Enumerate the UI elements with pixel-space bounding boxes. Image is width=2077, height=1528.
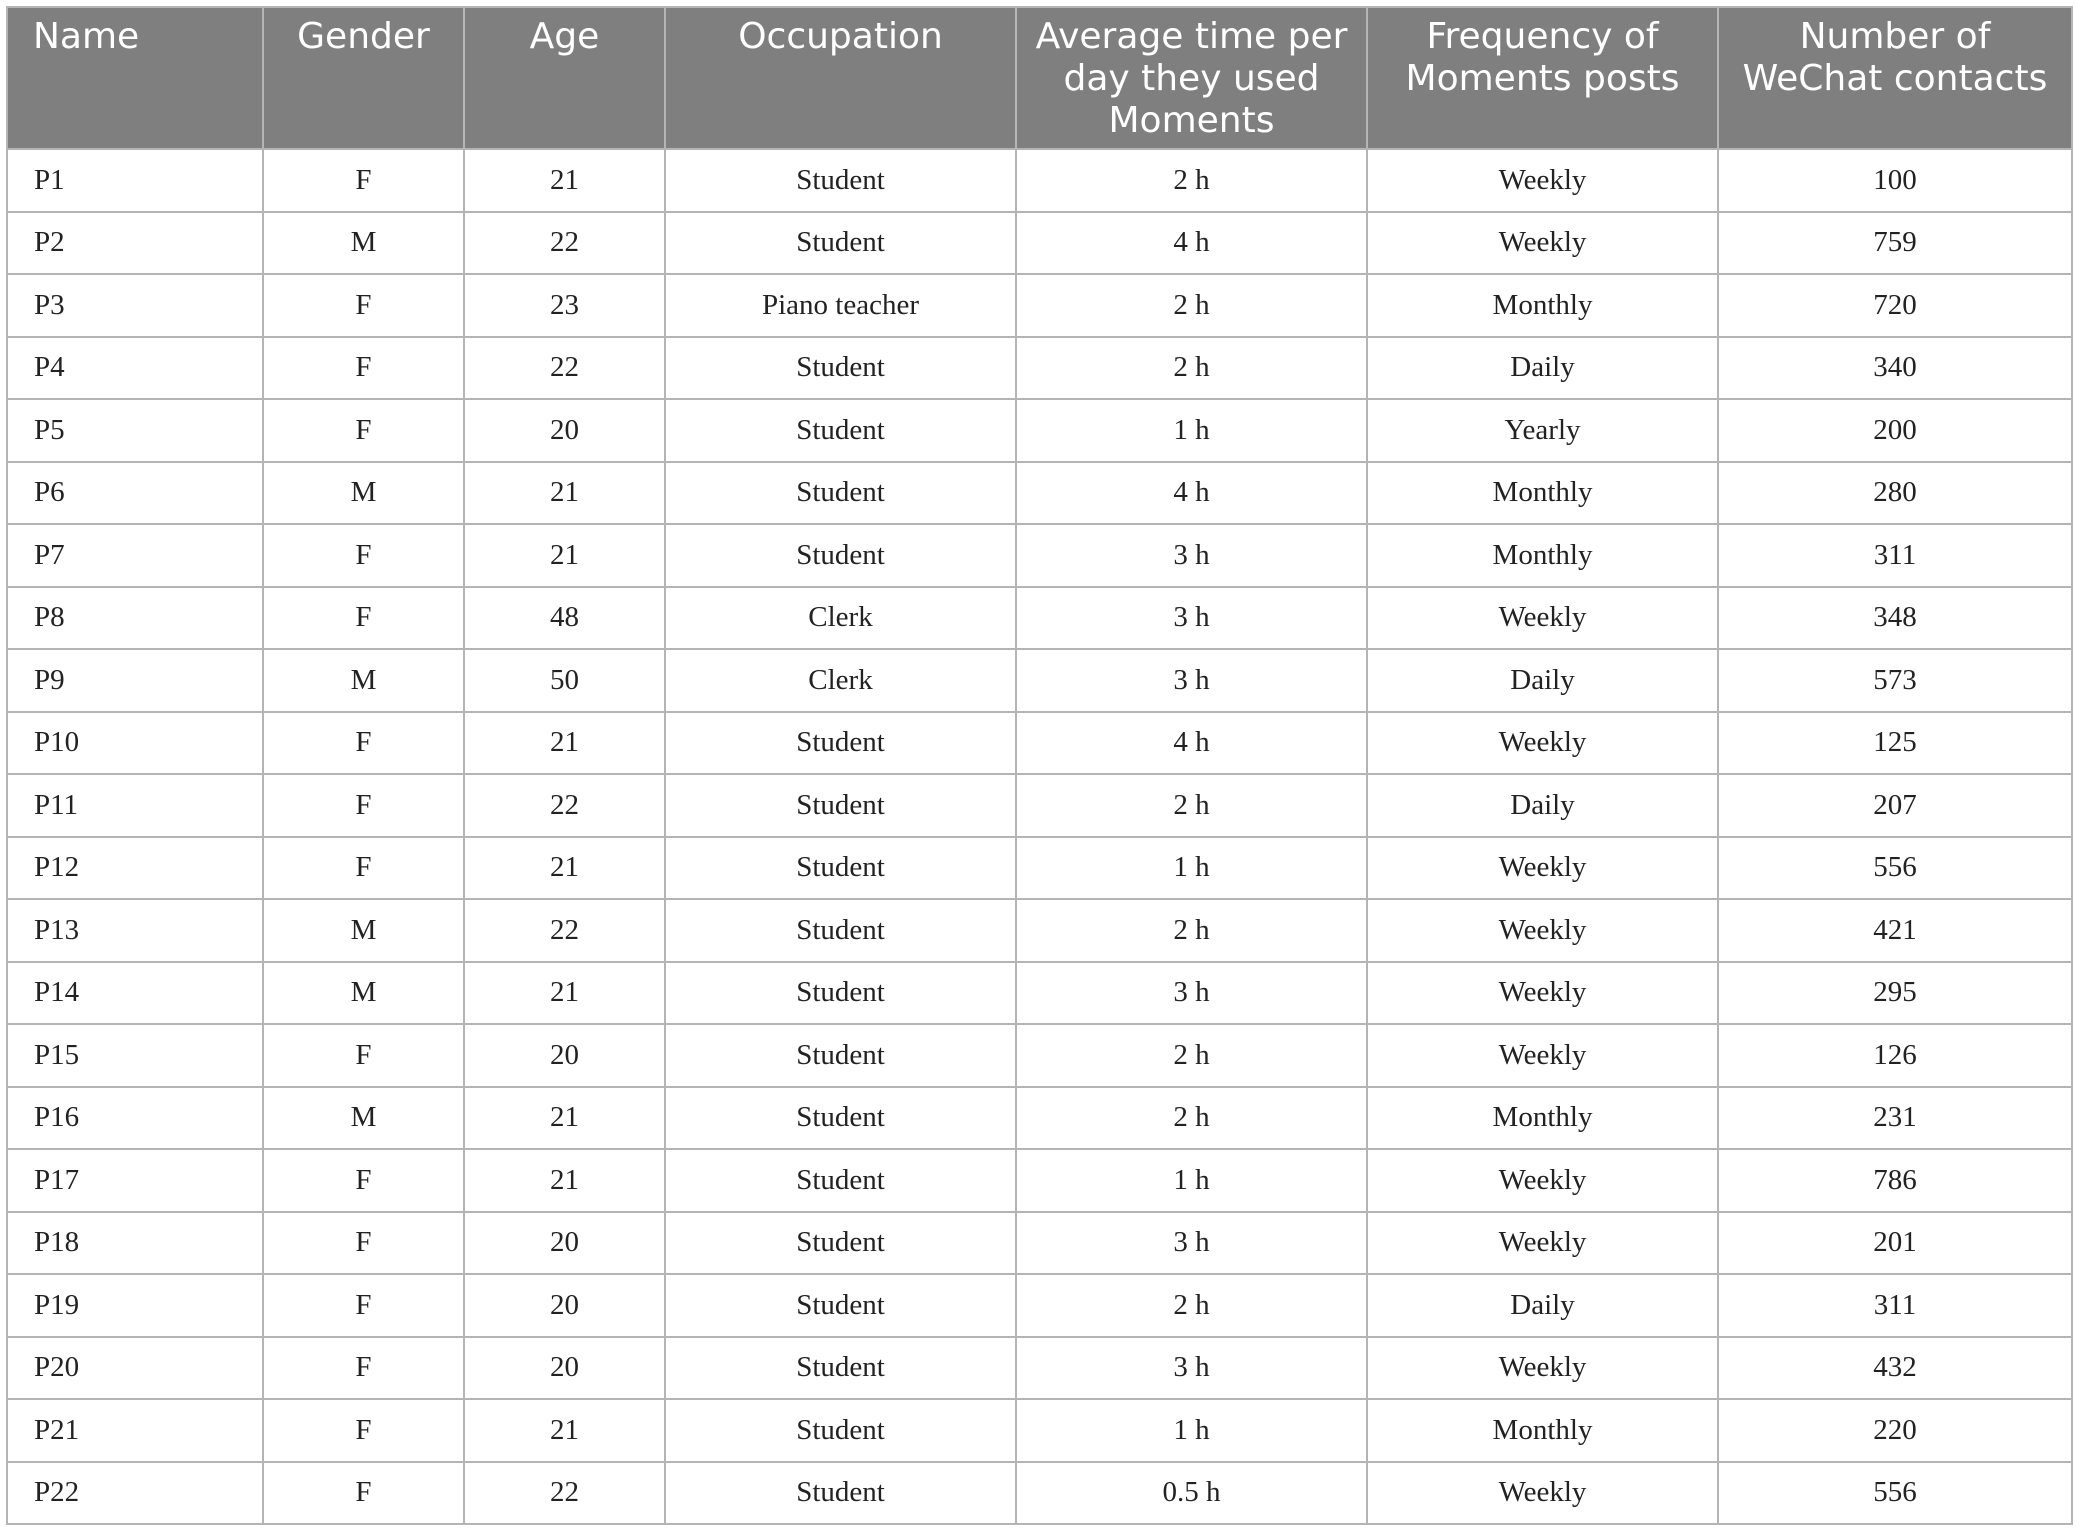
cell-average-time: 1 h — [1016, 837, 1367, 900]
table-row — [7, 649, 2072, 712]
cell-contacts: 231 — [1718, 1087, 2072, 1150]
cell-post-frequency: Monthly — [1367, 462, 1718, 525]
cell-gender: F — [263, 1274, 464, 1337]
cell-average-time: 2 h — [1016, 899, 1367, 962]
table-row — [7, 399, 2072, 462]
cell-post-frequency: Daily — [1367, 1274, 1718, 1337]
cell-name: P11 — [7, 774, 263, 837]
cell-contacts: 573 — [1718, 649, 2072, 712]
cell-contacts: 295 — [1718, 962, 2072, 1025]
cell-age: 20 — [464, 1274, 665, 1337]
cell-average-time: 2 h — [1016, 1087, 1367, 1150]
cell-age: 48 — [464, 587, 665, 650]
cell-name: P5 — [7, 399, 263, 462]
cell-gender: F — [263, 774, 464, 837]
cell-gender: M — [263, 649, 464, 712]
cell-name: P9 — [7, 649, 263, 712]
cell-contacts: 125 — [1718, 712, 2072, 775]
table-row — [7, 837, 2072, 900]
cell-gender: F — [263, 337, 464, 400]
cell-gender: M — [263, 899, 464, 962]
cell-name: P15 — [7, 1024, 263, 1087]
cell-gender: M — [263, 1087, 464, 1150]
header-gender: Gender — [263, 7, 464, 149]
cell-post-frequency: Weekly — [1367, 712, 1718, 775]
cell-average-time: 2 h — [1016, 274, 1367, 337]
cell-gender: M — [263, 212, 464, 275]
cell-contacts: 432 — [1718, 1337, 2072, 1400]
cell-age: 21 — [464, 837, 665, 900]
header-contacts: Number of WeChat contacts — [1718, 7, 2072, 149]
cell-occupation: Student — [665, 1462, 1016, 1525]
cell-occupation: Student — [665, 399, 1016, 462]
cell-post-frequency: Weekly — [1367, 212, 1718, 275]
cell-gender: F — [263, 1212, 464, 1275]
cell-name: P4 — [7, 337, 263, 400]
cell-contacts: 311 — [1718, 1274, 2072, 1337]
cell-gender: F — [263, 1462, 464, 1525]
cell-age: 21 — [464, 524, 665, 587]
cell-post-frequency: Weekly — [1367, 962, 1718, 1025]
cell-contacts: 421 — [1718, 899, 2072, 962]
cell-average-time: 3 h — [1016, 524, 1367, 587]
table-row — [7, 899, 2072, 962]
cell-name: P17 — [7, 1149, 263, 1212]
cell-contacts: 340 — [1718, 337, 2072, 400]
header-post-frequency: Frequency of Moments posts — [1367, 7, 1718, 149]
cell-average-time: 3 h — [1016, 1337, 1367, 1400]
cell-name: P21 — [7, 1399, 263, 1462]
cell-average-time: 0.5 h — [1016, 1462, 1367, 1525]
cell-age: 22 — [464, 899, 665, 962]
cell-name: P10 — [7, 712, 263, 775]
cell-age: 21 — [464, 962, 665, 1025]
table-row — [7, 1149, 2072, 1212]
cell-post-frequency: Weekly — [1367, 1149, 1718, 1212]
cell-post-frequency: Weekly — [1367, 149, 1718, 212]
cell-occupation: Student — [665, 1212, 1016, 1275]
cell-gender: F — [263, 712, 464, 775]
cell-contacts: 220 — [1718, 1399, 2072, 1462]
cell-post-frequency: Daily — [1367, 649, 1718, 712]
cell-name: P14 — [7, 962, 263, 1025]
cell-gender: F — [263, 399, 464, 462]
table-row — [7, 1212, 2072, 1275]
table-row — [7, 1337, 2072, 1400]
cell-occupation: Student — [665, 1337, 1016, 1400]
cell-age: 21 — [464, 1149, 665, 1212]
cell-post-frequency: Monthly — [1367, 524, 1718, 587]
cell-occupation: Student — [665, 712, 1016, 775]
cell-occupation: Student — [665, 774, 1016, 837]
cell-age: 23 — [464, 274, 665, 337]
cell-age: 22 — [464, 1462, 665, 1525]
table-row — [7, 462, 2072, 525]
cell-occupation: Student — [665, 1274, 1016, 1337]
cell-age: 21 — [464, 1087, 665, 1150]
header-age: Age — [464, 7, 665, 149]
table-row — [7, 774, 2072, 837]
cell-name: P3 — [7, 274, 263, 337]
cell-post-frequency: Weekly — [1367, 1337, 1718, 1400]
cell-occupation: Student — [665, 899, 1016, 962]
cell-age: 22 — [464, 337, 665, 400]
cell-name: P7 — [7, 524, 263, 587]
cell-average-time: 2 h — [1016, 774, 1367, 837]
cell-gender: F — [263, 1024, 464, 1087]
table-row — [7, 1274, 2072, 1337]
cell-name: P12 — [7, 837, 263, 900]
cell-average-time: 1 h — [1016, 399, 1367, 462]
cell-contacts: 348 — [1718, 587, 2072, 650]
cell-gender: F — [263, 1337, 464, 1400]
cell-average-time: 2 h — [1016, 1024, 1367, 1087]
cell-occupation: Student — [665, 212, 1016, 275]
participants-table-container — [6, 6, 2071, 1525]
cell-contacts: 201 — [1718, 1212, 2072, 1275]
cell-age: 20 — [464, 399, 665, 462]
cell-contacts: 280 — [1718, 462, 2072, 525]
cell-name: P13 — [7, 899, 263, 962]
cell-occupation: Student — [665, 1149, 1016, 1212]
cell-average-time: 3 h — [1016, 1212, 1367, 1275]
participants-table — [6, 6, 2073, 1525]
cell-occupation: Student — [665, 837, 1016, 900]
cell-name: P22 — [7, 1462, 263, 1525]
header-row — [7, 7, 2072, 149]
table-row — [7, 1399, 2072, 1462]
cell-gender: M — [263, 462, 464, 525]
cell-occupation: Student — [665, 524, 1016, 587]
cell-name: P18 — [7, 1212, 263, 1275]
cell-name: P1 — [7, 149, 263, 212]
cell-occupation: Student — [665, 462, 1016, 525]
cell-name: P6 — [7, 462, 263, 525]
cell-post-frequency: Weekly — [1367, 837, 1718, 900]
cell-name: P20 — [7, 1337, 263, 1400]
cell-average-time: 1 h — [1016, 1399, 1367, 1462]
cell-name: P16 — [7, 1087, 263, 1150]
table-row — [7, 1087, 2072, 1150]
cell-contacts: 759 — [1718, 212, 2072, 275]
cell-contacts: 126 — [1718, 1024, 2072, 1087]
cell-post-frequency: Daily — [1367, 337, 1718, 400]
cell-contacts: 311 — [1718, 524, 2072, 587]
cell-occupation: Student — [665, 1024, 1016, 1087]
cell-gender: F — [263, 837, 464, 900]
table-row — [7, 149, 2072, 212]
cell-occupation: Clerk — [665, 649, 1016, 712]
cell-occupation: Student — [665, 962, 1016, 1025]
cell-post-frequency: Daily — [1367, 774, 1718, 837]
cell-post-frequency: Weekly — [1367, 587, 1718, 650]
cell-average-time: 3 h — [1016, 649, 1367, 712]
cell-contacts: 207 — [1718, 774, 2072, 837]
cell-post-frequency: Monthly — [1367, 1399, 1718, 1462]
cell-name: P8 — [7, 587, 263, 650]
cell-age: 21 — [464, 712, 665, 775]
cell-contacts: 100 — [1718, 149, 2072, 212]
cell-occupation: Clerk — [665, 587, 1016, 650]
cell-contacts: 786 — [1718, 1149, 2072, 1212]
cell-age: 21 — [464, 462, 665, 525]
cell-post-frequency: Monthly — [1367, 1087, 1718, 1150]
cell-occupation: Student — [665, 149, 1016, 212]
cell-age: 22 — [464, 774, 665, 837]
table-row — [7, 337, 2072, 400]
table-row — [7, 274, 2072, 337]
cell-post-frequency: Weekly — [1367, 1024, 1718, 1087]
cell-contacts: 556 — [1718, 1462, 2072, 1525]
cell-average-time: 3 h — [1016, 587, 1367, 650]
header-name: Name — [7, 7, 263, 149]
table-header — [7, 7, 2072, 149]
cell-occupation: Piano teacher — [665, 274, 1016, 337]
table-row — [7, 587, 2072, 650]
cell-average-time: 2 h — [1016, 1274, 1367, 1337]
cell-gender: F — [263, 274, 464, 337]
cell-gender: F — [263, 587, 464, 650]
cell-average-time: 4 h — [1016, 712, 1367, 775]
table-row — [7, 712, 2072, 775]
cell-occupation: Student — [665, 337, 1016, 400]
table-row — [7, 212, 2072, 275]
cell-gender: F — [263, 149, 464, 212]
cell-gender: F — [263, 524, 464, 587]
cell-average-time: 3 h — [1016, 962, 1367, 1025]
cell-name: P19 — [7, 1274, 263, 1337]
cell-post-frequency: Weekly — [1367, 899, 1718, 962]
cell-average-time: 4 h — [1016, 212, 1367, 275]
cell-post-frequency: Weekly — [1367, 1212, 1718, 1275]
cell-average-time: 4 h — [1016, 462, 1367, 525]
cell-gender: F — [263, 1149, 464, 1212]
cell-age: 20 — [464, 1337, 665, 1400]
cell-age: 21 — [464, 149, 665, 212]
cell-occupation: Student — [665, 1087, 1016, 1150]
cell-age: 21 — [464, 1399, 665, 1462]
cell-post-frequency: Monthly — [1367, 274, 1718, 337]
cell-contacts: 200 — [1718, 399, 2072, 462]
table-row — [7, 962, 2072, 1025]
table-row — [7, 1462, 2072, 1525]
cell-name: P2 — [7, 212, 263, 275]
cell-post-frequency: Weekly — [1367, 1462, 1718, 1525]
header-average-time: Average time per day they used Moments — [1016, 7, 1367, 149]
table-row — [7, 1024, 2072, 1087]
header-occupation: Occupation — [665, 7, 1016, 149]
table-body — [7, 149, 2072, 1524]
cell-post-frequency: Yearly — [1367, 399, 1718, 462]
cell-average-time: 2 h — [1016, 337, 1367, 400]
table-row — [7, 524, 2072, 587]
cell-gender: F — [263, 1399, 464, 1462]
cell-contacts: 556 — [1718, 837, 2072, 900]
cell-age: 20 — [464, 1024, 665, 1087]
cell-contacts: 720 — [1718, 274, 2072, 337]
cell-age: 20 — [464, 1212, 665, 1275]
cell-gender: M — [263, 962, 464, 1025]
cell-occupation: Student — [665, 1399, 1016, 1462]
cell-age: 50 — [464, 649, 665, 712]
cell-age: 22 — [464, 212, 665, 275]
cell-average-time: 1 h — [1016, 1149, 1367, 1212]
cell-average-time: 2 h — [1016, 149, 1367, 212]
